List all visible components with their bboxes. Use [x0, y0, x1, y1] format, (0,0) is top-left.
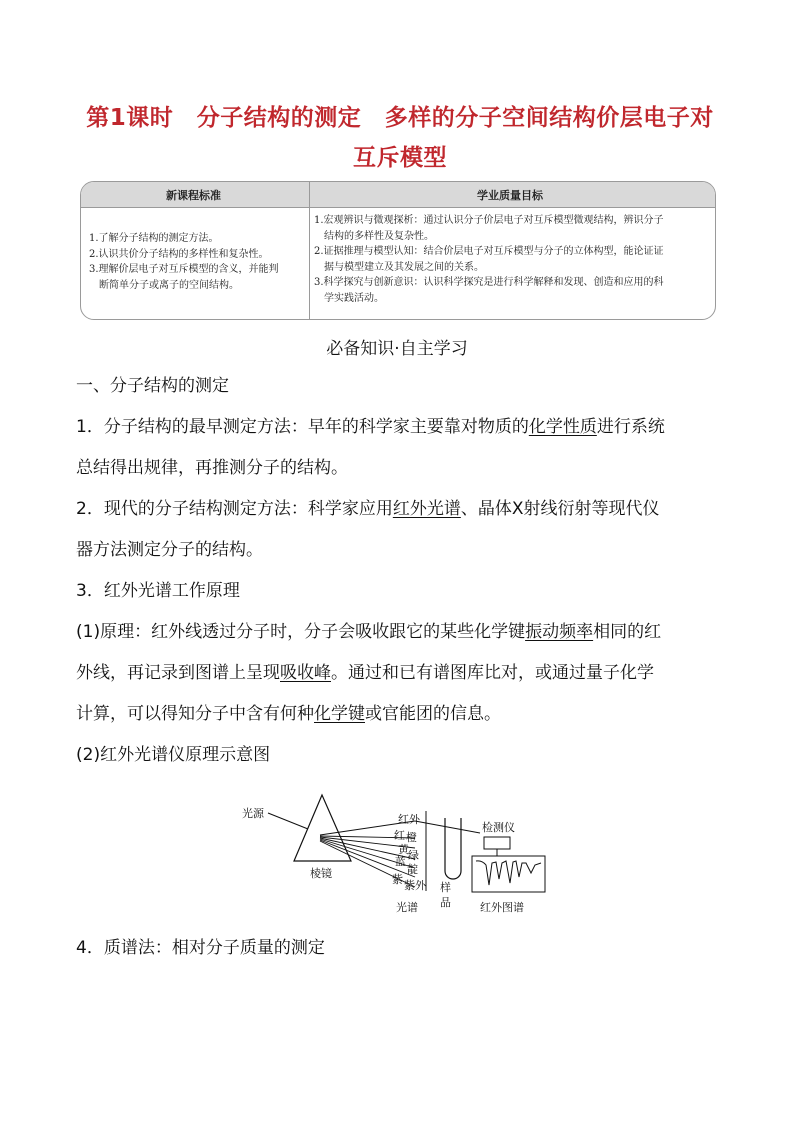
prism-shape	[294, 795, 351, 861]
paragraph-2-cont: 器方法测定分子的结构。	[76, 540, 263, 560]
answer-underline: 红外光谱	[392, 499, 461, 519]
paragraph-2: 2．现代的分子结构测定方法：科学家应用红外光谱、晶体X射线衍射等现代仪	[76, 499, 660, 519]
label-red: 红	[394, 829, 405, 842]
section-heading: 必备知识·自主学习	[326, 339, 468, 359]
paragraph-5: (2)红外光谱仪原理示意图	[76, 745, 271, 765]
ir-spectrometer-diagram	[240, 793, 560, 923]
label-green: 绿	[408, 849, 419, 862]
goal-item: 学实践活动。	[324, 292, 384, 304]
standard-item: 断简单分子或离子的空间结构。	[99, 279, 239, 291]
label-detector: 检测仪	[482, 821, 515, 834]
label-light-source: 光源	[242, 807, 264, 820]
detector-box	[484, 837, 510, 849]
label-sample-1: 样	[440, 881, 451, 894]
title-line-1: 第1课时 分子结构的测定 多样的分子空间结构价层电子对	[86, 105, 714, 131]
label-spectrum: 光谱	[396, 901, 418, 914]
goal-item: 2.证据推理与模型认知：结合价层电子对互斥模型与分子的立体构型，能论证证	[314, 246, 664, 257]
label-blue: 蓝	[395, 855, 406, 868]
label-ir: 红外	[398, 813, 420, 826]
answer-underline: 振动频率	[525, 622, 594, 642]
paragraph-3: 3．红外光谱工作原理	[76, 581, 240, 601]
goal-item: 结构的多样性及复杂性。	[324, 230, 434, 242]
standards-table-header	[81, 182, 715, 208]
answer-underline: 化学性质	[528, 417, 597, 437]
standard-item: 2.认识共价分子结构的多样性和复杂性。	[89, 248, 269, 260]
label-purple: 紫	[392, 873, 403, 886]
label-ir-chart: 红外图谱	[480, 901, 524, 914]
body-content	[76, 366, 726, 776]
table-divider	[309, 182, 310, 319]
paragraph-4-cont2: 计算，可以得知分子中含有何种化学键或官能团的信息。	[76, 704, 501, 724]
paragraph-1: 1．分子结构的最早测定方法：早年的科学家主要靠对物质的化学性质进行系统	[76, 417, 665, 437]
paragraph-1-cont: 总结得出规律，再推测分子的结构。	[76, 458, 348, 478]
goal-item: 1.宏观辨识与微观探析：通过认识分子价层电子对互斥模型微观结构，辨识分子	[314, 215, 664, 226]
paragraph-6: 4．质谱法：相对分子质量的测定	[76, 938, 325, 958]
body-content-2	[76, 928, 726, 969]
label-orange: 橙	[406, 831, 417, 844]
title-line-2: 互斥模型	[353, 145, 447, 171]
label-prism: 棱镜	[310, 867, 332, 880]
label-sample-2: 品	[440, 896, 451, 909]
standard-item: 1.了解分子结构的测定方法。	[89, 233, 219, 244]
col-header-standards: 新课程标准	[166, 189, 221, 202]
standards-table	[80, 181, 716, 320]
label-uv: 紫外	[404, 879, 426, 892]
standard-item: 3.理解价层电子对互斥模型的含义，并能判	[89, 264, 279, 275]
goals-list	[314, 213, 714, 306]
answer-underline: 吸收峰	[280, 663, 331, 683]
col-header-goals: 学业质量目标	[477, 189, 543, 202]
paragraph-4-cont: 外线，再记录到图谱上呈现吸收峰。通过和已有谱图库比对，或通过量子化学	[76, 663, 654, 683]
answer-underline: 化学键	[314, 704, 365, 724]
standards-list	[89, 231, 304, 293]
label-indigo: 靛	[407, 863, 418, 876]
page-title	[70, 98, 730, 178]
label-yellow: 黄	[398, 843, 409, 856]
paragraph-4: (1)原理：红外线透过分子时，分子会吸收跟它的某些化学键振动频率相同的红	[76, 622, 662, 642]
goal-item: 据与模型建立及其发展之间的关系。	[324, 261, 484, 273]
heading-molecular-structure: 一、分子结构的测定	[76, 376, 229, 396]
goal-item: 3.科学探究与创新意识：认识科学探究是进行科学解释和发现、创造和应用的科	[314, 277, 664, 288]
